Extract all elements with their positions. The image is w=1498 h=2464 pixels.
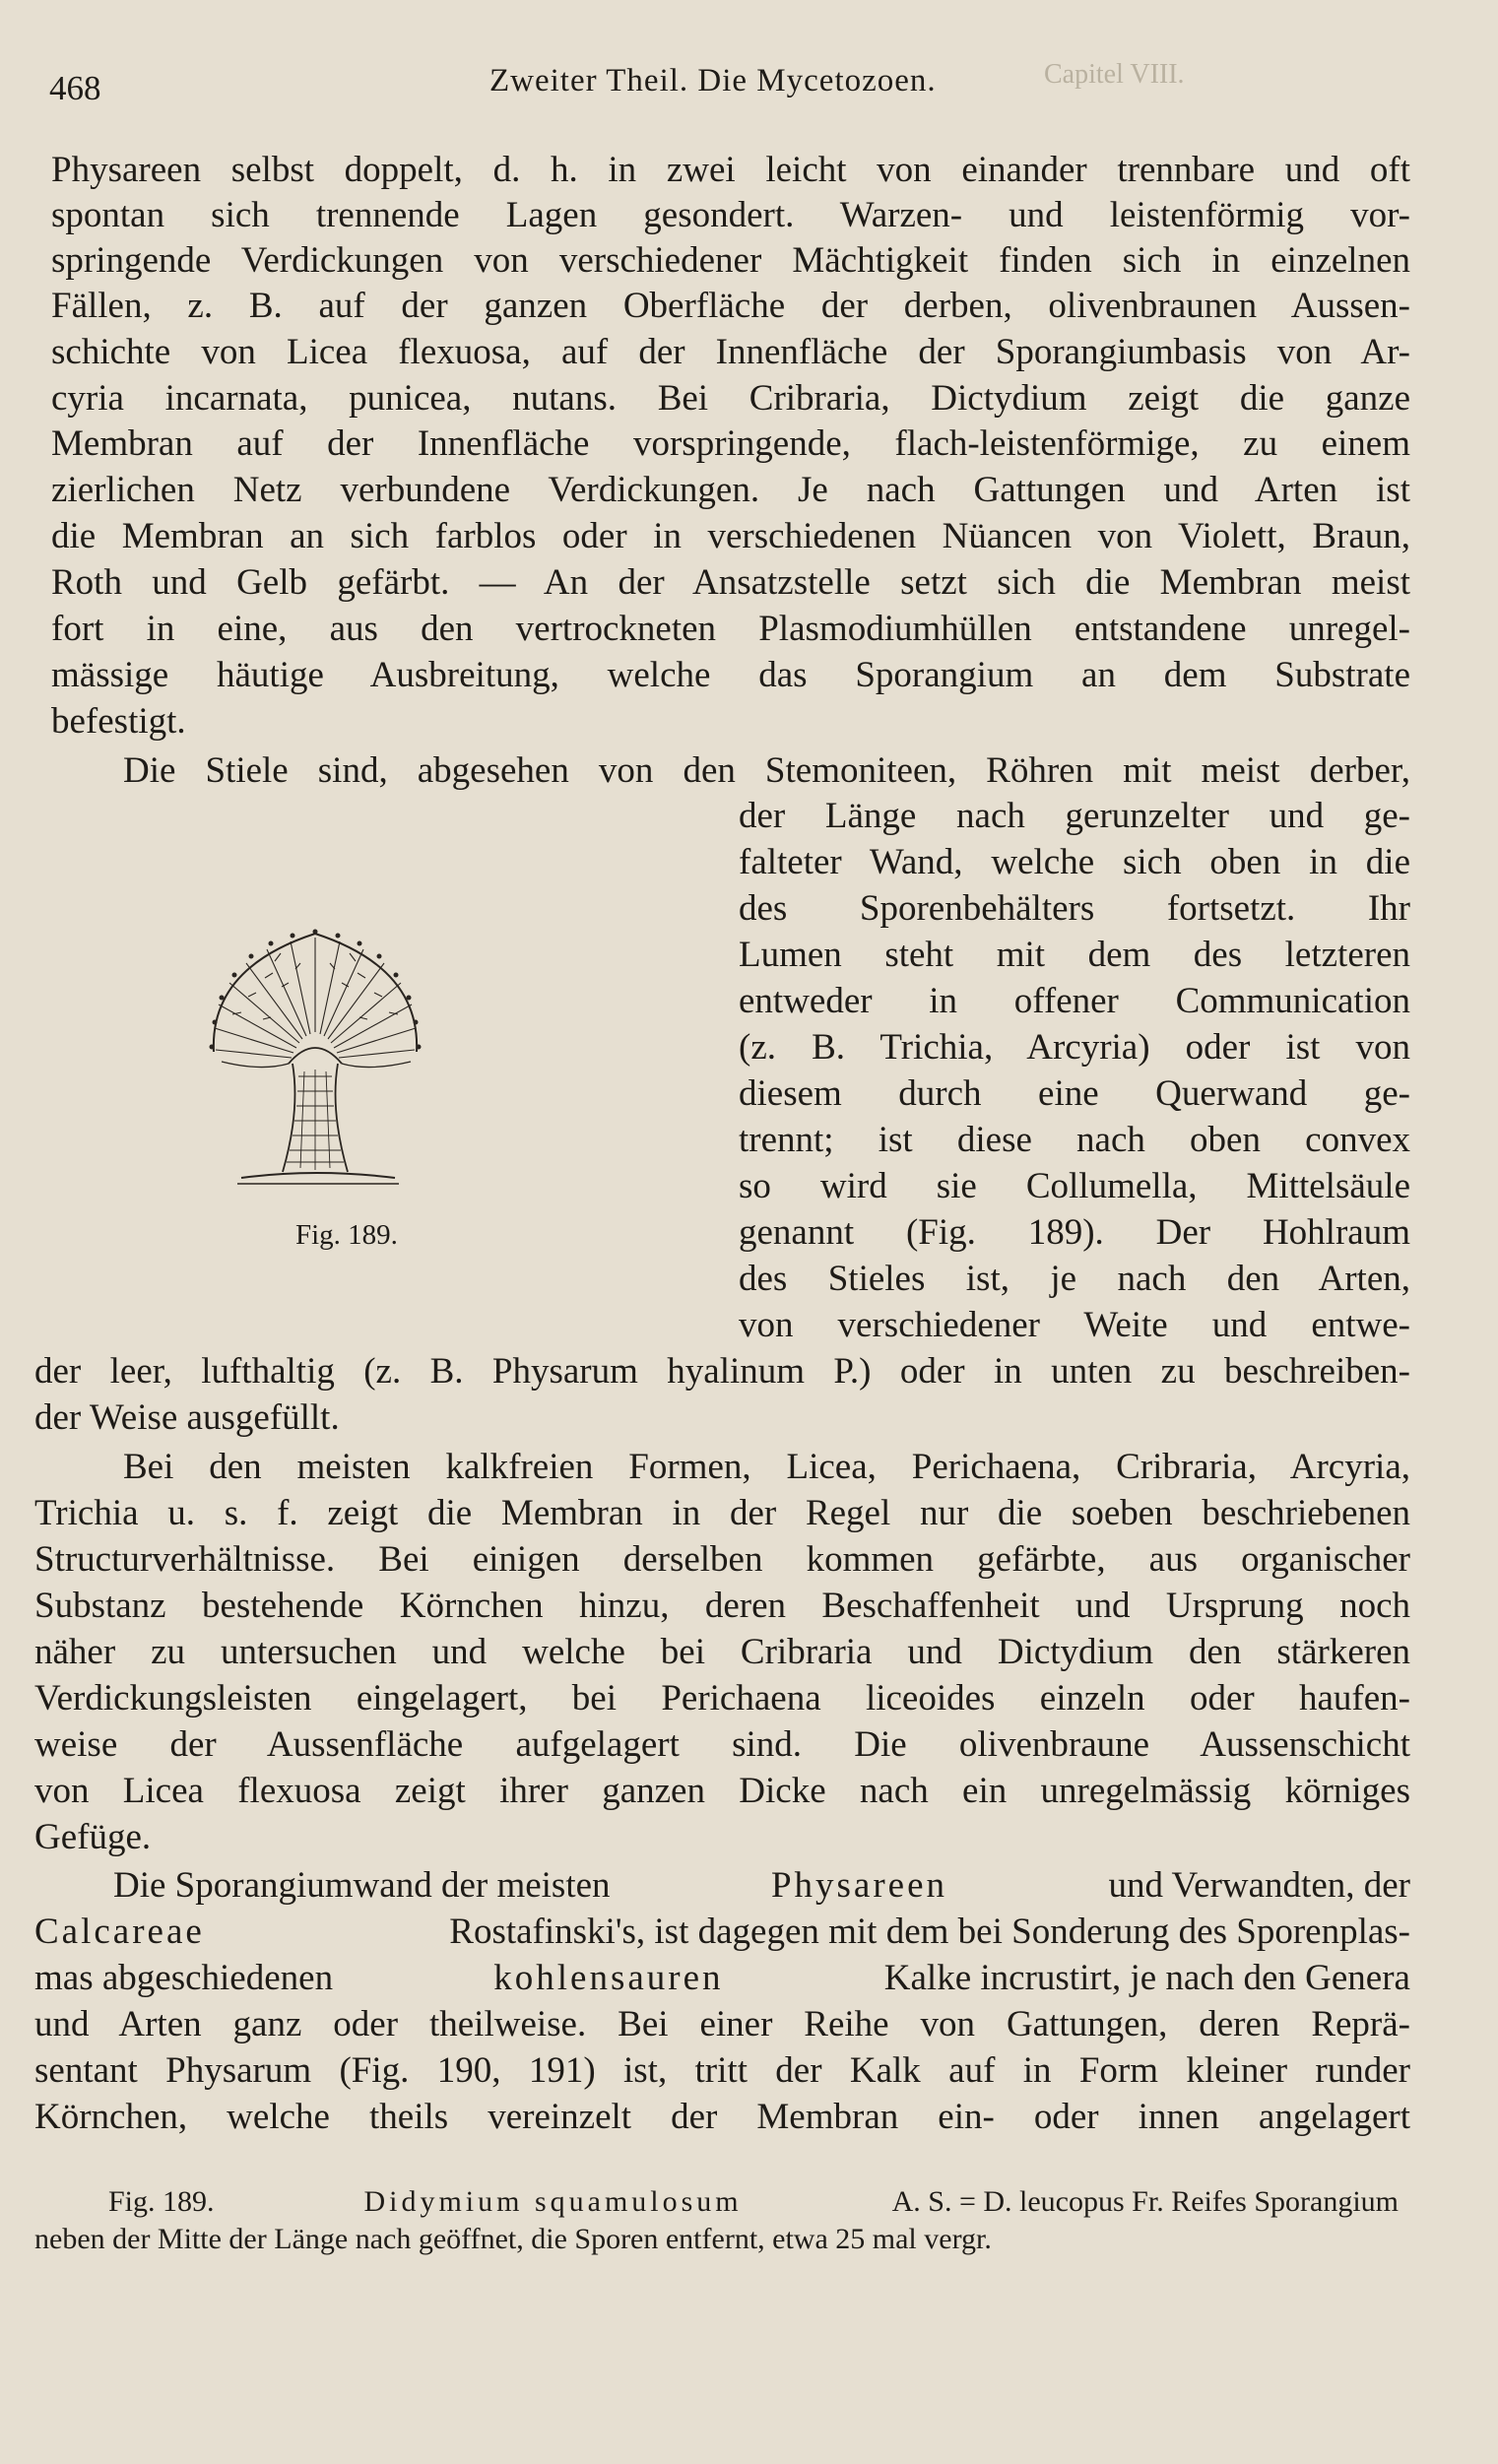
text-line: Gefüge. [34,1817,152,1857]
text-span: mas abgeschiedenen [34,1958,334,1998]
caption-text: A. S. = D. leucopus Fr. Reifes Sporangium [891,2185,1399,2218]
text-line: der leer, lufthaltig (z. B. Physarum hyalinum P.) oder in unten zu beschreiben- [34,1351,1410,1392]
text-line: mässige häutige Ausbreitung, welche das Sporangium an dem Substrate [51,655,1410,695]
text-line: Verdickungsleisten eingelagert, bei Perichaena liceoides einzeln oder haufen- [34,1678,1410,1718]
text-line: Lumen steht mit dem des letzteren [739,935,1410,975]
text-line: springende Verdickungen von verschiedener Mächtigkeit finden sich in einzelnen [51,240,1410,281]
text-line: des Stieles ist, je nach den Arten, [739,1259,1410,1299]
text-line [34,1910,1410,1955]
spaced-term: Calcareae [34,1912,205,1952]
spaced-term: kohlensauren [493,1958,724,1998]
caption-prefix: Fig. 189. [108,2185,215,2218]
text-line: trennt; ist diese nach oben convex [739,1120,1410,1160]
text-line: Structurverhältnisse. Bei einigen derselben kommen gefärbte, aus organischer [34,1539,1410,1580]
text-line: von Licea flexuosa zeigt ihrer ganzen Dicke nach ein unregelmässig körniges [34,1771,1410,1811]
text-line: von verschiedener Weite und entwe- [739,1305,1410,1345]
spaced-term: Physareen [770,1865,948,1906]
text-span: und Verwandten, der [1108,1865,1410,1906]
text-line: schichte von Licea flexuosa, auf der Innenfläche der Sporangiumbasis von Ar- [51,332,1410,372]
text-line: Die Stiele sind, abgesehen von den Stemoniteen, Röhren mit meist derber, [123,750,1410,791]
text-line: der Weise ausgefüllt. [34,1397,340,1438]
text-line: entweder in offener Communication [739,981,1410,1021]
text-line: des Sporenbehälters fortsetzt. Ihr [739,888,1410,929]
text-line [113,1863,1410,1909]
text-line: Trichia u. s. f. zeigt die Membran in der Regel nur die soeben beschriebenen [34,1493,1410,1533]
bleed-through-text: Capitel VIII. [1044,59,1185,90]
caption-species: Didymium squamulosum [363,2185,743,2218]
text-line: Substanz bestehende Körnchen hinzu, deren Beschaffenheit und Ursprung noch [34,1586,1410,1626]
text-line: befestigt. [51,701,186,742]
text-line: Roth und Gelb gefärbt. — An der Ansatzstelle setzt sich die Membran meist [51,562,1410,603]
text-line: zierlichen Netz verbundene Verdickungen. Je nach Gattungen und Arten ist [51,470,1410,510]
text-line: (z. B. Trichia, Arcyria) oder ist von [739,1027,1410,1068]
text-line: Physareen selbst doppelt, d. h. in zwei leicht von einander trennbare und oft [51,150,1410,190]
text-line: cyria incarnata, punicea, nutans. Bei Cribraria, Dictydium zeigt die ganze [51,378,1410,419]
text-line: Bei den meisten kalkfreien Formen, Licea, Perichaena, Cribraria, Arcyria, [123,1447,1410,1487]
text-span: Rostafinski's, ist dagegen mit dem bei Sonderung des Sporenplas- [449,1912,1410,1952]
text-line: diesem durch eine Querwand ge- [739,1073,1410,1114]
page-number: 468 [49,69,101,107]
text-line: genannt (Fig. 189). Der Hohlraum [739,1212,1410,1253]
text-line: spontan sich trennende Lagen gesondert. Warzen- und leistenförmig vor- [51,195,1410,235]
text-line: Membran auf der Innenfläche vorspringende, flach-leistenförmige, zu einem [51,423,1410,464]
figure-label: Fig. 189. [295,1219,398,1251]
caption-text: neben der Mitte der Länge nach geöffnet, die Sporen entfernt, etwa 25 mal vergr. [34,2223,992,2255]
running-head: Zweiter Theil. Die Mycetozoen. [489,63,937,98]
figure-caption [108,2184,1399,2220]
text-line: der Länge nach gerunzelter und ge- [739,796,1410,836]
text-line: die Membran an sich farblos oder in verschiedenen Nüancen von Violett, Braun, [51,516,1410,556]
text-line [34,1956,1410,2001]
figure-caption-line [34,2222,1256,2257]
sporangium-figure [202,914,428,1196]
text-line: Fällen, z. B. auf der ganzen Oberfläche der derben, olivenbraunen Aussen- [51,286,1410,326]
text-span: Die Sporangiumwand der meisten [113,1865,611,1906]
sporangium-illustration [202,914,428,1196]
text-line: weise der Aussenfläche aufgelagert sind. Die olivenbraune Aussenschicht [34,1724,1410,1765]
text-line: falteter Wand, welche sich oben in die [739,842,1410,882]
text-line: Körnchen, welche theils vereinzelt der Membran ein- oder innen angelagert [34,2097,1410,2137]
text-span: Kalke incrustirt, je nach den Genera [883,1958,1410,1998]
text-line: näher zu untersuchen und welche bei Cribraria und Dictydium den stärkeren [34,1632,1410,1672]
text-line: sentant Physarum (Fig. 190, 191) ist, tritt der Kalk auf in Form kleiner runder [34,2050,1410,2091]
text-line: fort in eine, aus den vertrockneten Plasmodiumhüllen entstandene unregel- [51,609,1410,649]
text-line: und Arten ganz oder theilweise. Bei einer Reihe von Gattungen, deren Reprä- [34,2004,1410,2044]
text-line: so wird sie Collumella, Mittelsäule [739,1166,1410,1206]
